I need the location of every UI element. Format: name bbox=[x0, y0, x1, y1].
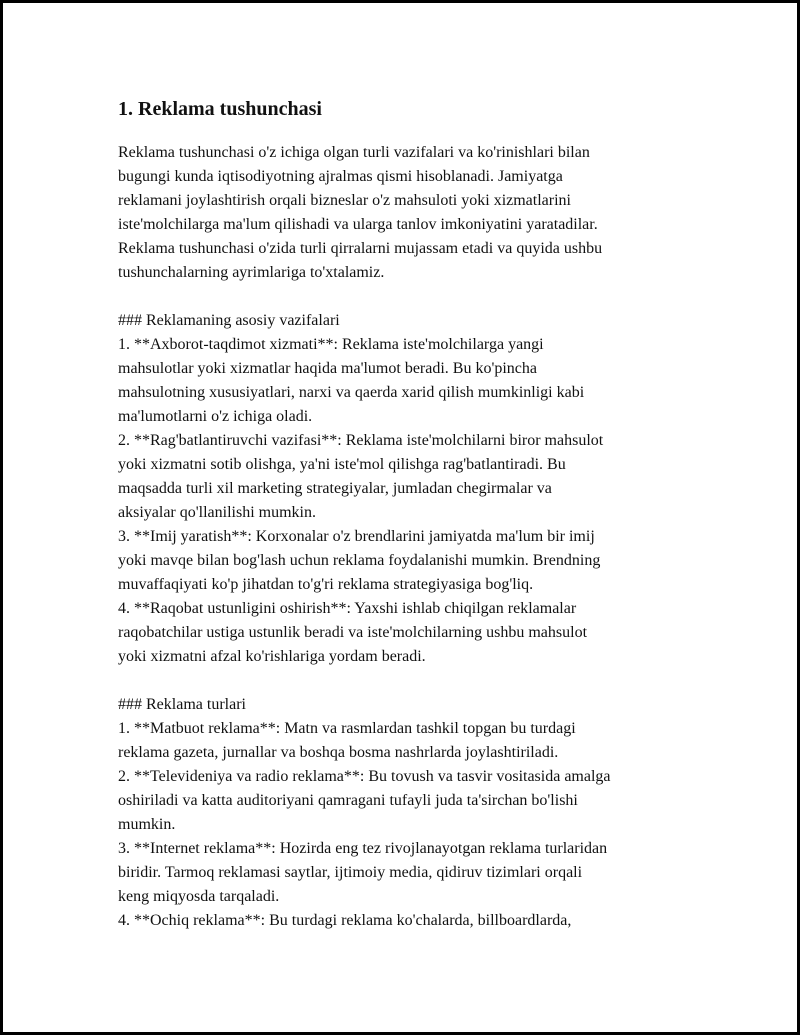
list-item-line: yoki xizmatni afzal ko'rishlariga yordam beradi. bbox=[118, 648, 426, 665]
intro-line: Reklama tushunchasi o'z ichiga olgan turli vazifalari va ko'rinishlari bilan bbox=[118, 144, 590, 161]
document-content bbox=[118, 95, 698, 933]
intro-line: tushunchalarning ayrimlariga to'xtalamiz. bbox=[118, 264, 385, 281]
list-item-line: mahsulotning xususiyatlari, narxi va qaerda xarid qilish mumkinligi kabi bbox=[118, 384, 585, 401]
list-item-line: ma'lumotlarni o'z ichiga oladi. bbox=[118, 408, 313, 425]
list-item-line: 1. **Matbuot reklama**: Matn va rasmlardan tashkil topgan bu turdagi bbox=[118, 720, 576, 737]
intro-line: iste'molchilarga ma'lum qilishadi va ularga tanlov imkoniyatini yaratadilar. bbox=[118, 216, 598, 233]
list-item-line: 4. **Raqobat ustunligini oshirish**: Yaxshi ishlab chiqilgan reklamalar bbox=[118, 600, 577, 617]
section-functions bbox=[118, 309, 698, 669]
list-item-line: mahsulotlar yoki xizmatlar haqida ma'lumot beradi. Bu ko'pincha bbox=[118, 360, 537, 377]
list-item-line: mumkin. bbox=[118, 816, 176, 833]
intro-paragraph bbox=[118, 141, 698, 285]
section-heading: ### Reklamaning asosiy vazifalari bbox=[118, 312, 340, 329]
list-item-line: raqobatchilar ustiga ustunlik beradi va iste'molchilarning ushbu mahsulot bbox=[118, 624, 588, 641]
intro-line: reklamani joylashtirish orqali bizneslar o'z mahsuloti yoki xizmatlarini bbox=[118, 192, 571, 209]
list-item-line: 3. **Internet reklama**: Hozirda eng tez rivojlanayotgan reklama turlaridan bbox=[118, 840, 608, 857]
list-item-line: aksiyalar qo'llanilishi mumkin. bbox=[118, 504, 316, 521]
intro-line: Reklama tushunchasi o'zida turli qirralarni mujassam etadi va quyida ushbu bbox=[118, 240, 603, 257]
section-heading: ### Reklama turlari bbox=[118, 696, 246, 713]
list-item-line: 4. **Ochiq reklama**: Bu turdagi reklama ko'chalarda, billboardlarda, bbox=[118, 912, 572, 929]
list-item-line: yoki xizmatni sotib olishga, ya'ni iste'mol qilishga rag'batlantiradi. Bu bbox=[118, 456, 566, 473]
list-item-line: keng miqyosda tarqaladi. bbox=[118, 888, 280, 905]
list-item-line: maqsadda turli xil marketing strategiyalar, jumladan chegirmalar va bbox=[118, 480, 552, 497]
intro-line: bugungi kunda iqtisodiyotning ajralmas qismi hisoblanadi. Jamiyatga bbox=[118, 168, 563, 185]
list-item-line: muvaffaqiyati ko'p jihatdan to'g'ri reklama strategiyasiga bog'liq. bbox=[118, 576, 534, 593]
paragraph-spacer bbox=[118, 285, 698, 309]
list-item-line: biridir. Tarmoq reklamasi saytlar, ijtimoiy media, qidiruv tizimlari orqali bbox=[118, 864, 583, 881]
list-item-line: oshiriladi va katta auditoriyani qamragani tufayli juda ta'sirchan bo'lishi bbox=[118, 792, 578, 809]
section-types bbox=[118, 693, 698, 933]
list-item-line: yoki mavqe bilan bog'lash uchun reklama foydalanishi mumkin. Brendning bbox=[118, 552, 601, 569]
list-item-line: 2. **Rag'batlantiruvchi vazifasi**: Reklama iste'molchilarni biror mahsulot bbox=[118, 432, 604, 449]
list-item-line: 3. **Imij yaratish**: Korxonalar o'z brendlarini jamiyatda ma'lum bir imij bbox=[118, 528, 595, 545]
page-title: 1. Reklama tushunchasi bbox=[118, 98, 322, 120]
paragraph-spacer bbox=[118, 669, 698, 693]
list-item-line: 1. **Axborot-taqdimot xizmati**: Reklama iste'molchilarga yangi bbox=[118, 336, 544, 353]
list-item-line: reklama gazeta, jurnallar va boshqa bosma nashrlarda joylashtiriladi. bbox=[118, 744, 559, 761]
list-item-line: 2. **Televideniya va radio reklama**: Bu tovush va tasvir vositasida amalga bbox=[118, 768, 611, 785]
